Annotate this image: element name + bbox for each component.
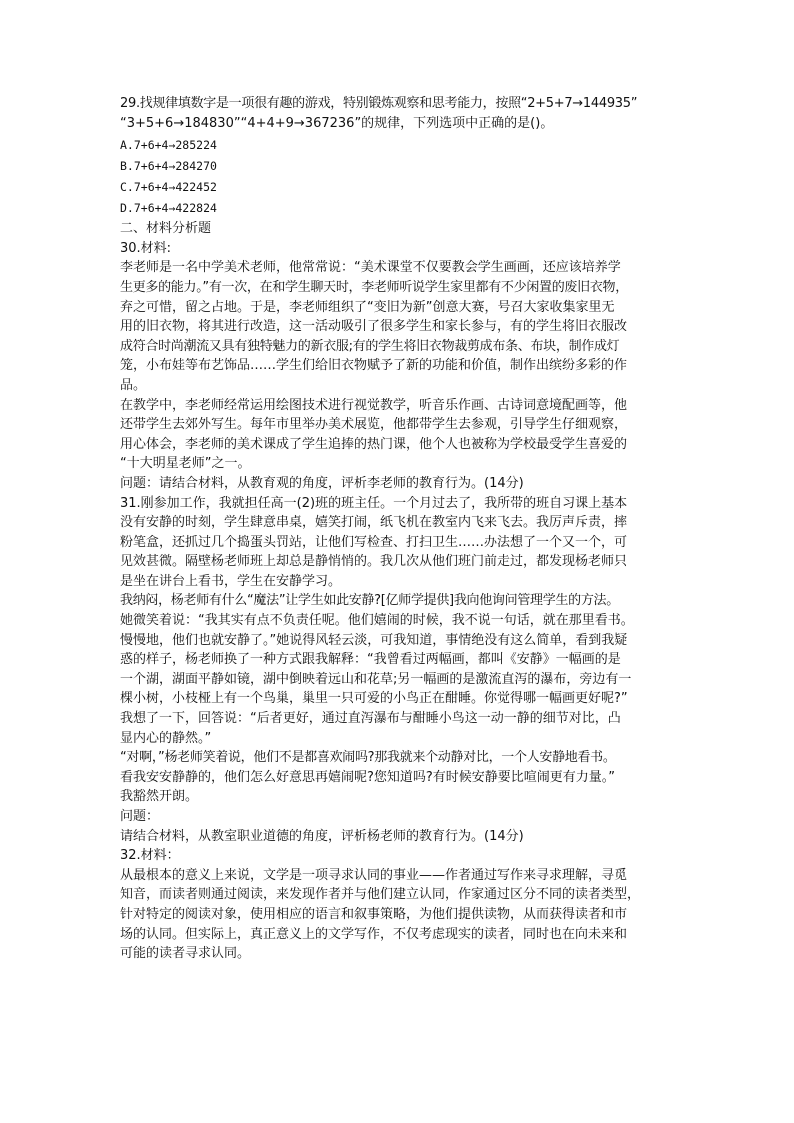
- q30-question: 问题：请结合材料，从教育观的角度，评析李老师的教育行为。(14分): [120, 475, 524, 491]
- q31-para2-line: 我纳闷，杨老师有什么“魔法”让学生如此安静?[亿师学提供]我向他询问管理学生的方法。: [120, 593, 619, 609]
- q32-para1-line: 场的认同。但实际上，真正意义上的文学写作，不仅考虑现实的读者，同时也在向未来和: [120, 926, 628, 942]
- q31-para3-line: “对啊，”杨老师笑着说，他们不是都喜欢闹吗?那我就来个动静对比，一个人安静地看书。: [120, 750, 616, 766]
- q29-stem-line: “3+5+6→184830”“4+4+9→367236”的规律，下列选项中正确的是()。: [120, 115, 554, 131]
- q29-stem-line: 29.找规律填数字是一项很有趣的游戏，特别锻炼观察和思考能力，按照“2+5+7→144935”: [120, 96, 638, 111]
- q32-para1-line: 可能的读者寻求认同。: [120, 946, 251, 962]
- q30-label: 30.材料:: [120, 240, 172, 256]
- q30-para1-line: 弃之可惜，留之占地。于是，李老师组织了“变旧为新”创意大赛，号召大家收集家里无: [120, 299, 615, 315]
- q30-para1-line: 生更多的能力。”有一次，在和学生聊天时，李老师听说学生家里都有不少闲置的废旧衣物，: [120, 279, 628, 295]
- q29-block: [120, 94, 685, 219]
- q30-para1-line: 李老师是一名中学美术老师，他常常说：“美术课堂不仅要教会学生画画，还应该培养学: [120, 260, 621, 276]
- q31-para2-line: 慢慢地，他们也就安静了。”她说得风轻云淡，可我知道，事情绝没有这么简单，看到我疑: [120, 632, 628, 648]
- q31-para1-line: 粉笔盒，还抓过几个捣蛋头罚站，让他们写检查、打扫卫生……办法想了一个又一个，可: [120, 534, 628, 550]
- q32-para1-line: 知音，而读者则通过阅读，来发现作者并与他们建立认同，作家通过区分不同的读者类型，: [120, 887, 641, 903]
- q32-para1-line: 针对特定的阅读对象，使用相应的语言和叙事策略，为他们提供读物，从而获得读者和市: [120, 906, 628, 922]
- q31-para1-line: 见效甚微。隔壁杨老师班上却总是静悄悄的。我几次从他们班门前走过，都发现杨老师只: [120, 554, 628, 570]
- q31-question: 请结合材料，从教室职业道德的角度，评析杨老师的教育行为。(14分): [120, 828, 524, 844]
- q30-para1-line: 品。: [120, 377, 147, 393]
- q29-option-b: B.7+6+4→284270: [120, 159, 217, 174]
- q31-para3-line: 看我安安静静的，他们怎么好意思再嬉闹呢?您知道吗?有时候安静要比喧闹更有力量。”: [120, 769, 616, 785]
- q31-para2-line: 一个湖，湖面平静如镜，湖中倒映着远山和花草;另一幅画的是激流直泻的瀑布，旁边有一: [120, 671, 632, 687]
- q30-para1-line: 成符合时尚潮流又具有独特魅力的新衣服;有的学生将旧衣物裁剪成布条、布块，制作成灯: [120, 338, 620, 354]
- q31-para1-line: 是坐在讲台上看书，学生在安静学习。: [120, 573, 342, 589]
- q31-para2-line: 她微笑着说：“我其实有点不负责任呢。他们嬉闹的时候，我不说一句话，就在那里看书。: [120, 613, 634, 629]
- q31-para3-line: 我豁然开朗。: [120, 789, 199, 805]
- section-title: 二、材料分析题: [120, 221, 212, 237]
- q31-para2-line: 棵小树，小枝桠上有一个鸟巢，巢里一只可爱的小鸟正在酣睡。你觉得哪一幅画更好呢?”: [120, 691, 628, 707]
- q30-para2-line: 还带学生去郊外写生。每年市里举办美术展览，他都带学生去参观，引导学生仔细观察，: [120, 417, 628, 433]
- q30-para2-line: “十大明星老师”之一。: [120, 456, 251, 472]
- q31-block: [120, 494, 685, 847]
- q30-para1-line: 笼，小布娃等布艺饰品……学生们给旧衣物赋予了新的功能和价值，制作出缤纷多彩的作: [120, 358, 628, 374]
- q29-option-a: A.7+6+4→285224: [120, 138, 217, 153]
- q31-para1-line: 31.刚参加工作，我就担任高一(2)班的班主任。一个月过去了，我所带的班自习课上基本: [120, 495, 628, 511]
- q31-question-label: 问题：: [120, 809, 160, 824]
- q29-option-c: C.7+6+4→422452: [120, 180, 217, 195]
- q32-para1-line: 从最根本的意义上来说，文学是一项寻求认同的事业——作者通过写作来寻求理解，寻觅: [120, 867, 628, 883]
- q31-para1-line: 没有安静的时刻，学生肆意串桌，嬉笑打闹，纸飞机在教室内飞来飞去。我厉声斥责，摔: [120, 515, 628, 531]
- q31-para2-line: 显内心的静然。”: [120, 730, 212, 746]
- q30-para2-line: 在教学中，李老师经常运用绘图技术进行视觉教学，听音乐作画、古诗词意境配画等，他: [120, 397, 628, 413]
- q30-para2-line: 用心体会，李老师的美术课成了学生追捧的热门课，他个人也被称为学校最受学生喜爱的: [120, 436, 628, 452]
- document-page: [120, 94, 685, 964]
- q31-para2-line: 我想了一下，回答说：“后者更好，通过直泻瀑布与酣睡小鸟这一动一静的细节对比，凸: [120, 711, 621, 727]
- q32-block: [120, 846, 685, 964]
- q31-para2-line: 惑的样子，杨老师换了一种方式跟我解释：“我曾看过两幅画，都叫《安静》一幅画的是: [120, 652, 621, 668]
- q32-label: 32.材料：: [120, 848, 180, 864]
- q30-para1-line: 用的旧衣物，将其进行改造，这一活动吸引了很多学生和家长参与，有的学生将旧衣服改: [120, 319, 628, 335]
- q30-block: [120, 239, 685, 494]
- q29-option-d: D.7+6+4→422824: [120, 201, 217, 216]
